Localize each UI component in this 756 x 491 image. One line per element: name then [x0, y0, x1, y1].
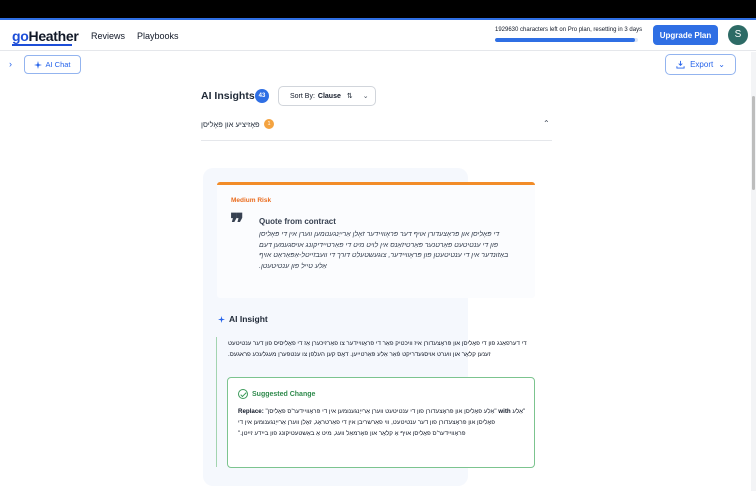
category-count-badge: 1 [264, 119, 274, 129]
ai-chat-label: AI Chat [45, 60, 71, 69]
page-scrollbar-thumb[interactable] [752, 96, 755, 190]
sparkle-icon [34, 61, 42, 69]
insight-title: AI Insight [229, 314, 268, 324]
app-header [0, 20, 756, 51]
export-label: Export [690, 60, 714, 69]
chevron-down-icon: ⌄ [718, 60, 725, 69]
chevron-up-icon[interactable]: ⌃ [543, 119, 550, 128]
category-accordion[interactable] [201, 114, 552, 141]
insight-rule [216, 337, 217, 467]
window-top-strip [0, 0, 756, 18]
with-label: with [498, 408, 511, 415]
export-button[interactable] [665, 54, 736, 75]
quote-mark-icon: ❞ [230, 209, 244, 239]
risk-level-label: Medium Risk [231, 197, 272, 204]
category-label: פּאָזיציע און פּאָליסן [201, 120, 260, 129]
suggested-change-heading [238, 389, 315, 399]
logo-underline [12, 44, 72, 46]
with-text: "אַלע פּאָליסן און פּראָצעדורן פון דער ענטיטעט, ווי פאַרשריבן אין די פאַרטראָג, זאָלן ווערן אַרייַנגענומען אין די פּראָוויידער'ס פּאָליסן אויף אַ קלאָר און פאָרמאַל וועג, מיט אַ באַשטעטיקונג פון ביידע זייטן." [238, 408, 526, 437]
insights-title: AI Insights [201, 90, 255, 102]
insight-heading [218, 314, 268, 324]
sort-arrows-icon: ⇅ [346, 93, 353, 100]
usage-text: 1929630 characters left on Pro plan, resetting in 3 days [495, 27, 643, 33]
sort-label: Sort By: [290, 92, 315, 100]
suggested-change-text [238, 406, 528, 439]
download-icon [676, 60, 685, 69]
ai-chat-button[interactable] [24, 55, 81, 74]
usage-progress-bar [495, 38, 638, 42]
replace-text: "אַלע פּאָליסן און פּראָצעדורן פון די ענטיטעט ווערן אַרייַנגענומען אין די פּראָוויידער'ס פּאָליסן" [265, 408, 497, 415]
suggested-change-title: Suggested Change [252, 390, 316, 398]
usage-progress-fill [495, 38, 635, 42]
nav-playbooks[interactable]: Playbooks [137, 31, 179, 41]
expand-panel-icon[interactable]: › [9, 59, 12, 69]
gohea-logo[interactable]: goHeather [12, 28, 79, 44]
user-avatar[interactable]: S [728, 25, 748, 45]
insight-text: די דערפאַנג פון די פּאָליסן און פּראָצעדורן איז וויכטיק פאַר די פּראָוויידער צו פאַרזיכערן אַז די פּאָליסיס פון דער ענטיטעט זענען קלאָר און ווערט אויסגעדריקט פֿאַר אַלע פּאַרטייען. דאָס קען העלפן צו ענטפערן מעגלעכע פראגעס. [228, 340, 527, 358]
nav-reviews[interactable]: Reviews [91, 31, 126, 41]
check-circle-icon [238, 389, 248, 399]
replace-label: Replace: [238, 408, 264, 415]
chevron-down-icon: ⌄ [362, 93, 369, 100]
upgrade-plan-button[interactable]: Upgrade Plan [653, 25, 718, 45]
insights-count-badge: 43 [255, 89, 269, 103]
quote-title: Quote from contract [259, 217, 336, 226]
sort-by-select[interactable] [278, 86, 376, 106]
quote-text: די פּאָליסן און פּראָצעדורן אויף דער פּראָוויידער זאָלן אַרייַנגענומען ווערן אין די פּאָליסן פון די ענטיטעט פּאַרטנער פּאַרטיזאַנס אין לויט מיט די פאַרטיידיקונג אויסגעמען דעם באַזונדער אין די ענטיטעטן פון פּראָוויידער, צוגעשטעלט דורך די וועבזייטל-אַפּאַראַט אויף אַלע טייל פון ענטיטעטן. [259, 231, 509, 270]
sort-value: Clause [317, 92, 341, 100]
sparkle-icon [218, 316, 225, 323]
